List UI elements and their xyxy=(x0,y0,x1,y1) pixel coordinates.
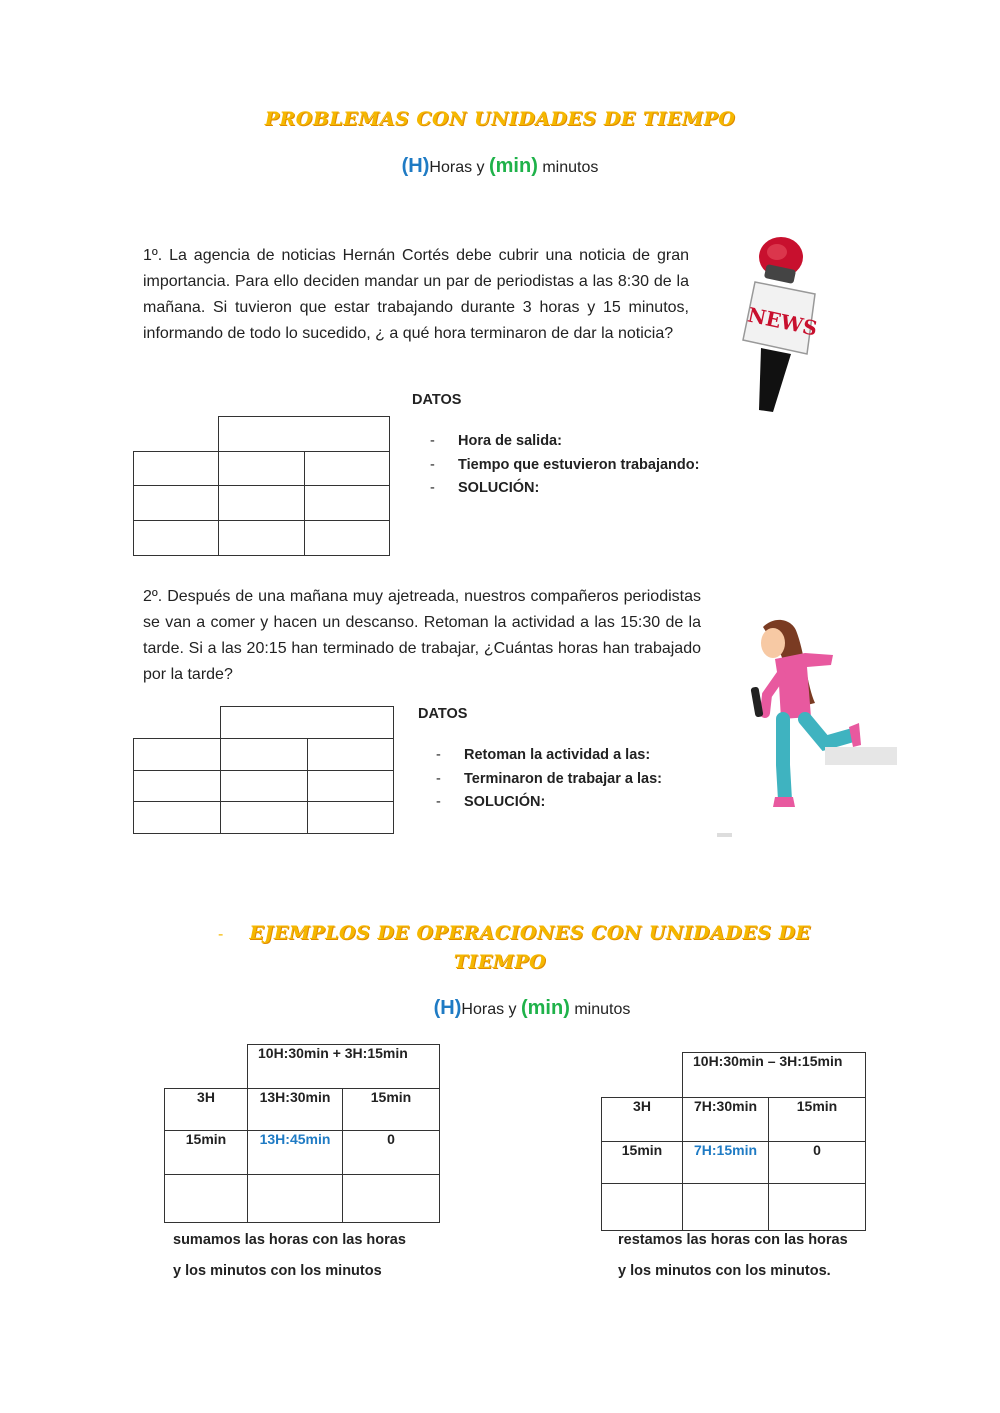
table-cell xyxy=(343,1175,440,1223)
table-cell: 3H xyxy=(165,1089,248,1131)
table-cell[interactable] xyxy=(219,521,305,556)
table-cell xyxy=(683,1184,769,1231)
minutes-label: (min) xyxy=(488,155,538,177)
table-cell: 7H:30min xyxy=(683,1098,769,1142)
minutes-text: minutos xyxy=(537,159,599,176)
section2-title-line2: TIEMPO xyxy=(453,951,547,973)
table-cell[interactable] xyxy=(221,739,308,771)
problem1-datos-label: DATOS xyxy=(412,392,462,408)
table-cell: 15min xyxy=(343,1089,440,1131)
table-cell[interactable] xyxy=(305,452,390,486)
table-cell: 0 xyxy=(769,1142,866,1184)
problem1-text: 1º. La agencia de noticias Hernán Cortés debe cubrir una noticia de gran importancia. Para ello deciden mandar un par de periodistas a las 8:30 de la mañana. Si tuvieron que estar trabajando durante 3 horas y 15 minutos, informando de todo lo sucedido, ¿ a qué hora terminaron de dar la noticia? xyxy=(143,247,689,342)
problem2-work-table xyxy=(133,706,394,834)
table-cell xyxy=(248,1175,343,1223)
table-cell xyxy=(602,1184,683,1231)
hours-label: (H) xyxy=(433,997,462,1019)
list-item: - SOLUCIÓN: xyxy=(436,794,546,810)
subtraction-note-2: y los minutos con los minutos. xyxy=(618,1263,831,1279)
list-item: - Hora de salida: xyxy=(430,433,562,449)
table-cell[interactable] xyxy=(308,739,394,771)
section2-subtitle xyxy=(32,997,1000,1020)
page-subtitle xyxy=(0,155,1000,178)
table-cell[interactable] xyxy=(221,771,308,802)
table-cell[interactable] xyxy=(134,739,221,771)
table-cell[interactable] xyxy=(221,707,394,739)
table-cell xyxy=(769,1184,866,1231)
divider xyxy=(717,833,732,837)
table-cell[interactable] xyxy=(134,452,219,486)
running-reporter-icon xyxy=(745,615,900,840)
addition-example-table xyxy=(164,1044,440,1223)
table-cell[interactable] xyxy=(134,802,221,834)
table-cell: 15min xyxy=(769,1098,866,1142)
table-cell xyxy=(165,1175,248,1223)
section2-dash: - xyxy=(218,926,224,943)
table-cell: 3H xyxy=(602,1098,683,1142)
problem1-data-list xyxy=(430,430,699,501)
table-cell[interactable] xyxy=(219,417,390,452)
list-item: - Terminaron de trabajar a las: xyxy=(436,770,662,787)
table-cell: 0 xyxy=(343,1131,440,1175)
table-cell[interactable] xyxy=(305,486,390,521)
minutes-text: minutos xyxy=(569,1001,631,1018)
news-microphone-icon xyxy=(735,232,825,417)
table-cell[interactable] xyxy=(134,771,221,802)
problem2-data-list xyxy=(436,744,662,815)
subtraction-header: 10H:30min – 3H:15min xyxy=(683,1053,866,1098)
subtraction-note-1: restamos las horas con las horas xyxy=(618,1232,848,1248)
addition-header: 10H:30min + 3H:15min xyxy=(248,1045,440,1089)
table-cell[interactable] xyxy=(134,521,219,556)
news-label: NEWS xyxy=(745,302,820,341)
addition-note-1: sumamos las horas con las horas xyxy=(173,1232,406,1248)
addition-note-2: y los minutos con los minutos xyxy=(173,1263,382,1279)
table-cell[interactable] xyxy=(308,802,394,834)
list-item: - Tiempo que estuvieron trabajando: xyxy=(430,456,700,473)
subtraction-result-cell: 7H:15min xyxy=(683,1142,769,1184)
page-title: PROBLEMAS CON UNIDADES DE TIEMPO xyxy=(264,108,736,130)
hours-text: Horas y xyxy=(429,159,489,176)
section2-title-line1: EJEMPLOS DE OPERACIONES CON UNIDADES DE xyxy=(249,922,811,944)
table-cell[interactable] xyxy=(308,771,394,802)
table-cell: 13H:30min xyxy=(248,1089,343,1131)
table-cell[interactable] xyxy=(134,486,219,521)
addition-result-cell: 13H:45min xyxy=(248,1131,343,1175)
problem2-text: 2º. Después de una mañana muy ajetreada, nuestros compañeros periodistas se van a comer y hacen un descanso. Retoman la actividad a las 15:30 de la tarde. Si a las 20:15 han terminado de trabajar, ¿Cuántas horas han trabajado por la tarde? xyxy=(143,588,701,683)
table-cell[interactable] xyxy=(305,521,390,556)
table-cell[interactable] xyxy=(219,486,305,521)
hours-label: (H) xyxy=(401,155,430,177)
subtraction-example-table xyxy=(601,1052,866,1231)
list-item: - SOLUCIÓN: xyxy=(430,480,540,496)
problem1-work-table xyxy=(133,416,390,556)
table-cell[interactable] xyxy=(221,802,308,834)
list-item: - Retoman la actividad a las: xyxy=(436,747,651,763)
table-cell: 15min xyxy=(165,1131,248,1175)
problem2-datos-label: DATOS xyxy=(418,706,468,722)
hours-text: Horas y xyxy=(461,1001,521,1018)
table-cell: 15min xyxy=(602,1142,683,1184)
table-cell[interactable] xyxy=(219,452,305,486)
minutes-label: (min) xyxy=(520,997,570,1019)
